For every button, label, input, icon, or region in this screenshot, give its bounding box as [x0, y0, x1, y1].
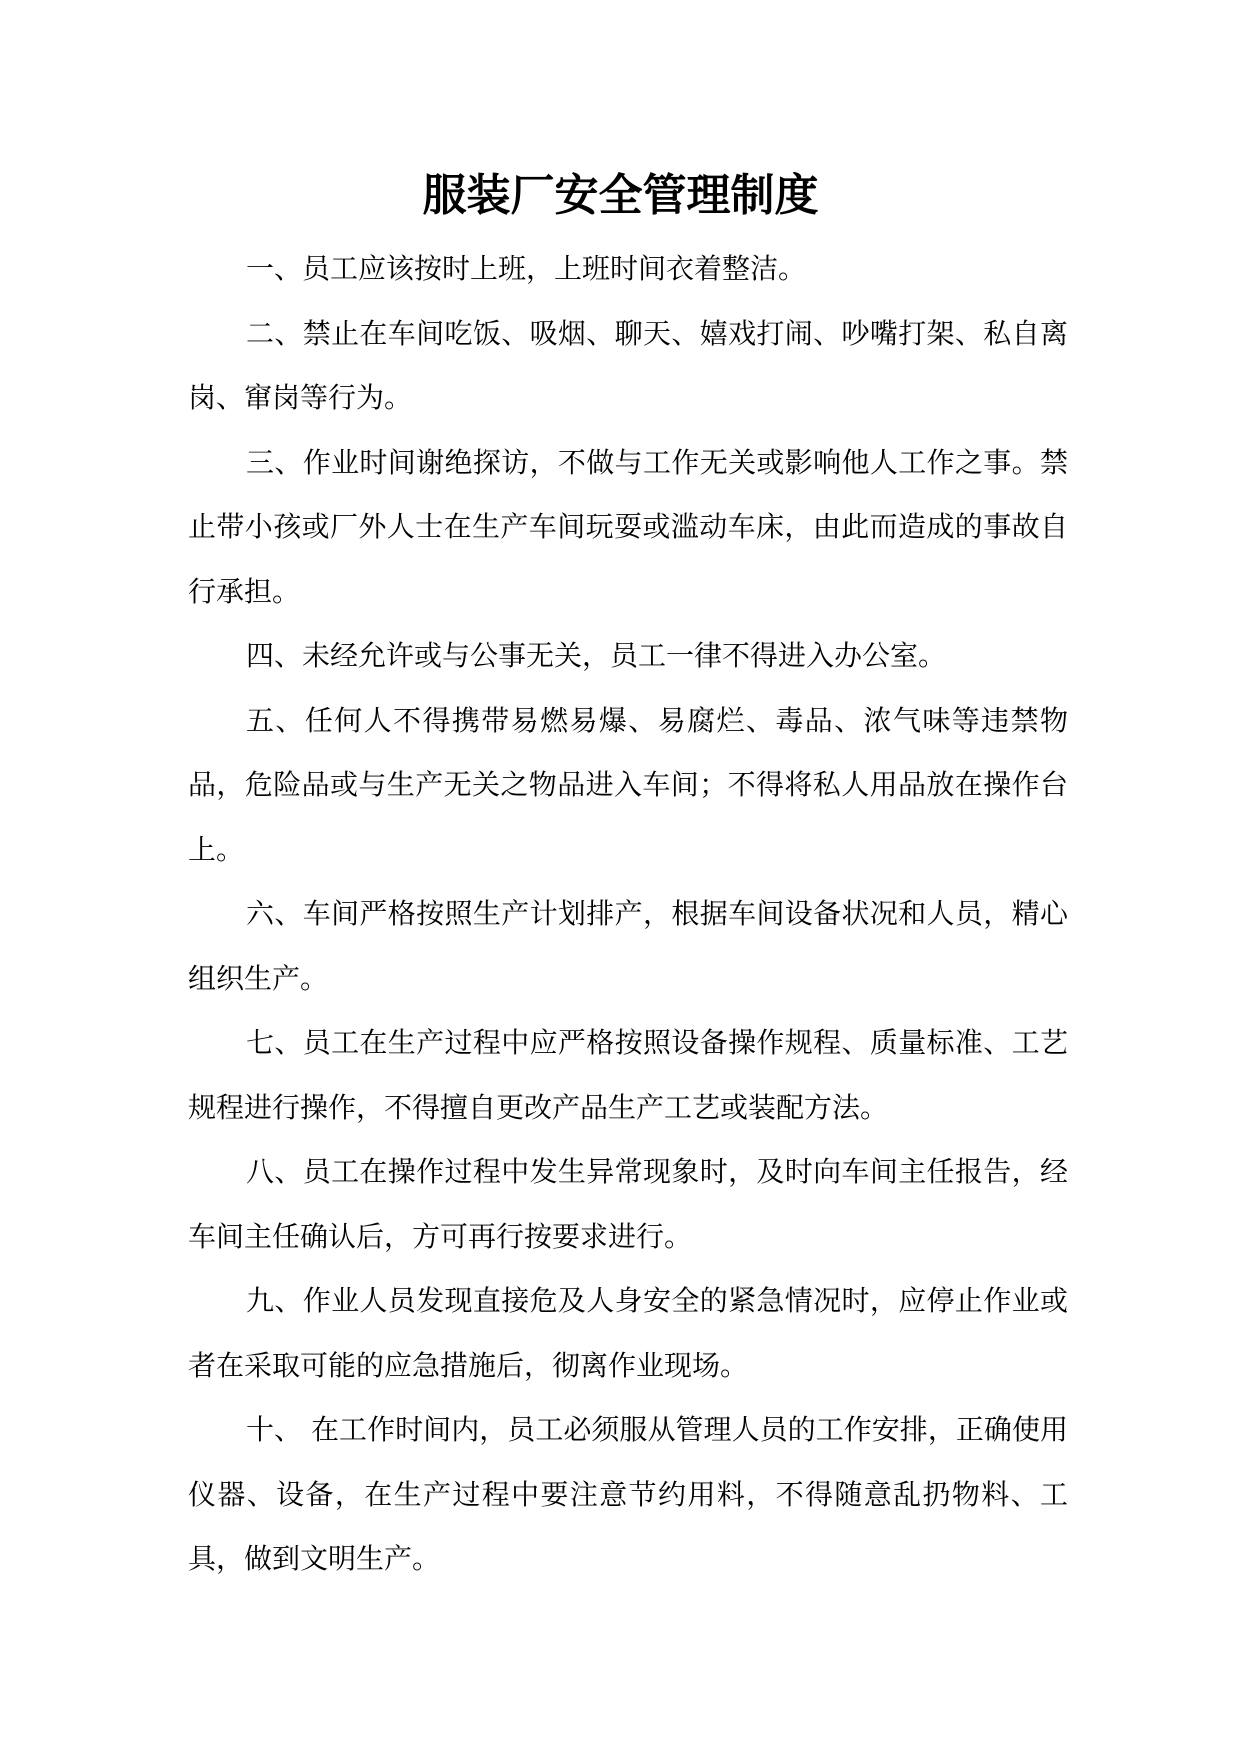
- document-body: [188, 237, 1068, 1592]
- rule-paragraph-7: 七、员工在生产过程中应严格按照设备操作规程、质量标准、工艺规程进行操作，不得擅自更改产品生产工艺或装配方法。: [188, 1026, 1068, 1124]
- rule-paragraph-9: 九、作业人员发现直接危及人身安全的紧急情况时，应停止作业或者在采取可能的应急措施后，彻离作业现场。: [188, 1284, 1068, 1382]
- rule-paragraph-10: 十、 在工作时间内，员工必须服从管理人员的工作安排，正确使用仪器、设备，在生产过程中要注意节约用料，不得随意乱扔物料、工具，做到文明生产。: [188, 1413, 1068, 1575]
- rule-paragraph-4: 四、未经允许或与公事无关，员工一律不得进入办公室。: [246, 639, 947, 672]
- rule-paragraph-8: 八、员工在操作过程中发生异常现象时，及时向车间主任报告，经车间主任确认后，方可再行按要求进行。: [188, 1155, 1068, 1253]
- rule-paragraph-2: 二、禁止在车间吃饭、吸烟、聊天、嬉戏打闹、吵嘴打架、私自离岗、窜岗等行为。: [188, 316, 1068, 414]
- document-title: 服装厂安全管理制度: [422, 170, 819, 221]
- rule-paragraph-5: 五、任何人不得携带易燃易爆、易腐烂、毒品、浓气味等违禁物品，危险品或与生产无关之物品进入车间；不得将私人用品放在操作台上。: [188, 703, 1068, 866]
- rule-paragraph-1: 一、员工应该按时上班，上班时间衣着整洁。: [246, 252, 807, 285]
- rule-paragraph-6: 六、车间严格按照生产计划排产，根据车间设备状况和人员，精心组织生产。: [188, 897, 1068, 995]
- rule-paragraph-3: 三、作业时间谢绝探访，不做与工作无关或影响他人工作之事。禁止带小孩或厂外人士在生产车间玩耍或滥动车床，由此而造成的事故自行承担。: [188, 445, 1068, 608]
